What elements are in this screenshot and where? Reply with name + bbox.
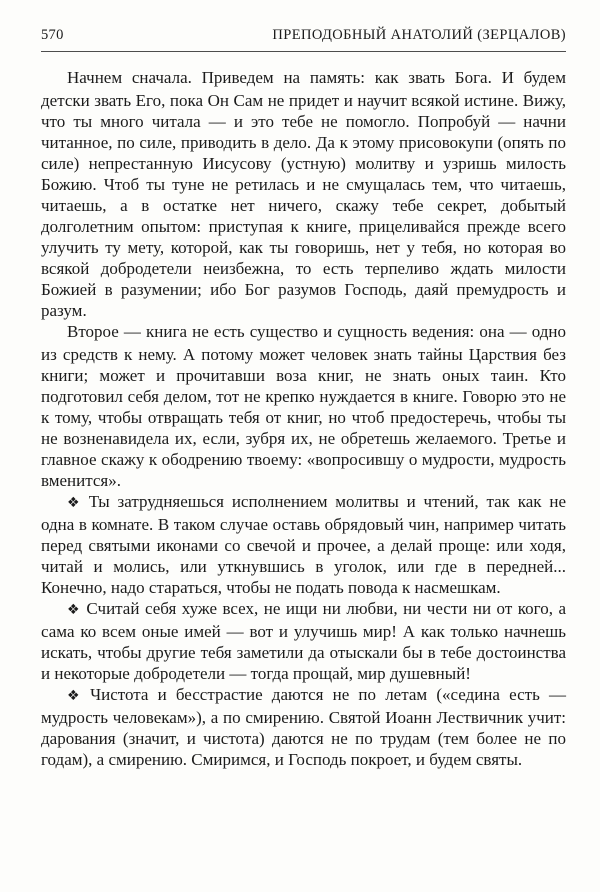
diamond-marker: ❖ xyxy=(67,688,85,704)
page-number: 570 xyxy=(41,27,64,43)
paragraph-text: Считай себя хуже всех, не ищи ни любви, ни чести ни от кого, а сама ко всем оные имей — вот и улучишь мир! А как только начнешь искать, чтобы другие тебя заметили да отыскали бы в тебе достоинства и некоторые добродетели — тогда прощай, мир душевный! xyxy=(41,599,566,683)
paragraph xyxy=(41,321,566,491)
running-header-title: ПРЕПОДОБНЫЙ АНАТОЛИЙ (ЗЕРЦАЛОВ) xyxy=(272,27,566,43)
paragraph-text: Начнем сначала. Приведем на память: как звать Бога. И будем детски звать Его, пока Он Сам не придет и научит всякой истине. Вижу, что ты много читала — и это тебе не помогло. Попробуй — начни читанное, по силе, приводить в дело. Да к этому присовокупи (опять по силе) непрестанную Иисусову (устную) молитву и узришь милость Божию. Чтоб ты туне не ретилась и не смущалась тем, что читаешь, читаешь, а в остатке нет ничего, скажу тебе секрет, добытый долголетним опытом: приступая к книге, прицеливайся прежде всего улучить ту мету, которой, как ты говоришь, нет у тебя, но которая во всякой добродетели неизбежна, то есть терпеливо ждать милости Божией в разумении; ибо Бог разумов Господь, даяй премудрость и разум. xyxy=(41,68,566,320)
page-header xyxy=(41,27,566,52)
page-body xyxy=(41,67,566,770)
paragraph-text: Ты затрудняешься исполнением молитвы и чтений, так как не одна в комнате. В таком случае оставь обрядовый чин, например читать перед святыми иконами со свечой и прочее, а делай проще: или ходя, читай и молись, или уткнувшись в уголок, или где в передней... Конечно, надо стараться, чтобы не подать повода к насмешкам. xyxy=(41,492,566,597)
paragraph xyxy=(41,598,566,684)
diamond-marker: ❖ xyxy=(67,602,81,618)
paragraph xyxy=(41,491,566,598)
paragraph-text: Второе — книга не есть существо и сущность ведения: она — одно из средств к нему. А потому может человек знать тайны Царствия без книги; может и прочитавши воза книг, не знать оных таин. Кто подготовил себя делом, тот не крепко нуждается в книге. Говорю это не к тому, чтобы отвращать тебя от книг, но чтоб предостеречь, чтобы ты не возненавидела их, если, зубря их, не обретешь желаемого. Третье и главное скажу к ободрению твоему: «вопросившу о мудрости, мудрость вменится». xyxy=(41,322,566,490)
paragraph-text: Чистота и бесстрастие даются не по летам («седина есть — мудрость человекам»), а по смирению. Святой Иоанн Лествичник учит: дарования (значит, и чистота) даются не по трудам (тем более не по годам), а смирению. Смиримся, и Господь покроет, и будем святы. xyxy=(41,685,566,769)
paragraph xyxy=(41,67,566,321)
diamond-marker: ❖ xyxy=(67,495,84,511)
paragraph xyxy=(41,684,566,770)
